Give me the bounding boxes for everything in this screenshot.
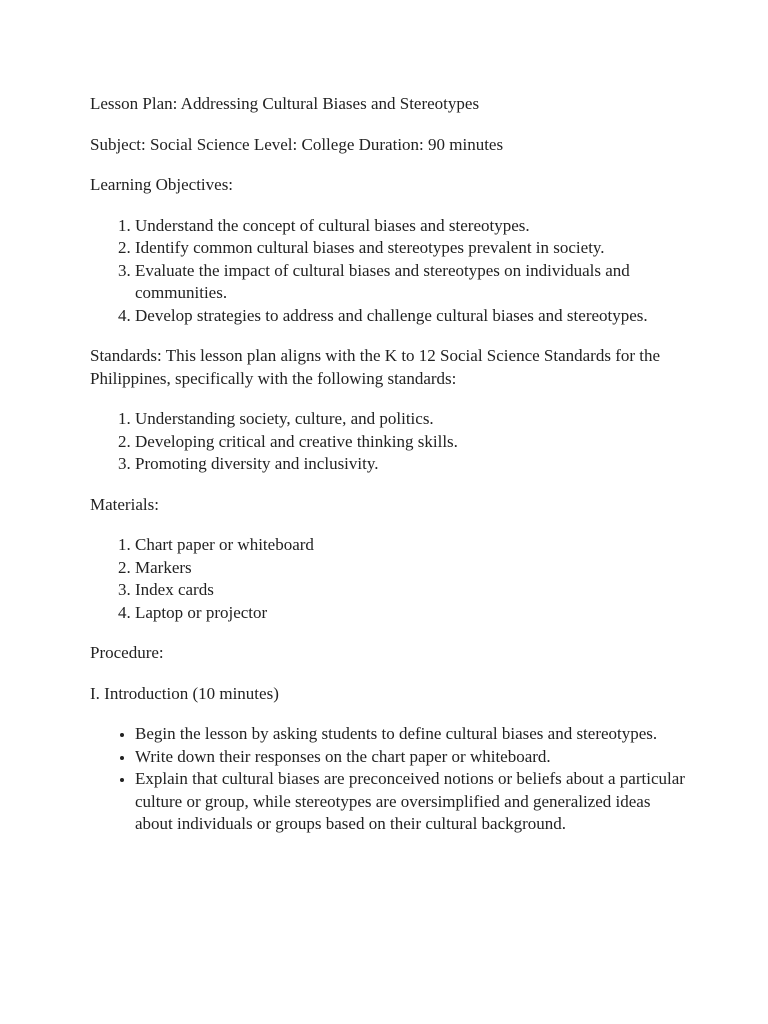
list-item: 4. Develop strategies to address and challenge cultural biases and stereotypes. <box>135 305 690 328</box>
list-item: • Explain that cultural biases are preconceived notions or beliefs about a particular culture or group, while stereotypes are oversimplified and generalized ideas about individuals or groups based on their cultural background. <box>135 768 690 836</box>
introduction-steps-list <box>90 723 690 836</box>
lesson-meta: Subject: Social Science Level: College Duration: 90 minutes <box>90 134 504 154</box>
list-item: 2. Identify common cultural biases and stereotypes prevalent in society. <box>135 237 690 260</box>
list-item: 2. Markers <box>135 557 690 580</box>
objectives-heading: Learning Objectives: <box>90 175 234 194</box>
list-item: 3. Index cards <box>135 579 690 602</box>
procedure-heading: Procedure: <box>90 643 164 662</box>
introduction-heading: I. Introduction (10 minutes) <box>90 683 279 703</box>
document-title: Lesson Plan: Addressing Cultural Biases and Stereotypes <box>90 94 480 113</box>
materials-list <box>90 534 690 624</box>
materials-heading: Materials: <box>90 494 159 514</box>
list-item: 3. Evaluate the impact of cultural biases and stereotypes on individuals and communities. <box>135 260 690 305</box>
list-item: 1. Understand the concept of cultural biases and stereotypes. <box>135 215 690 238</box>
standards-list <box>90 408 690 476</box>
list-item: 1. Chart paper or whiteboard <box>135 534 690 557</box>
list-item: • Write down their responses on the chart paper or whiteboard. <box>135 746 690 769</box>
objectives-list <box>90 215 690 328</box>
standards-intro: Standards: This lesson plan aligns with the K to 12 Social Science Standards for the Philippines, specifically with the following standards: <box>90 346 661 388</box>
list-item: 3. Promoting diversity and inclusivity. <box>135 453 690 476</box>
list-item: 1. Understanding society, culture, and politics. <box>135 408 690 431</box>
list-item: 4. Laptop or projector <box>135 602 690 625</box>
document-page <box>90 93 690 854</box>
list-item: 2. Developing critical and creative thinking skills. <box>135 431 690 454</box>
list-item: • Begin the lesson by asking students to define cultural biases and stereotypes. <box>135 723 690 746</box>
